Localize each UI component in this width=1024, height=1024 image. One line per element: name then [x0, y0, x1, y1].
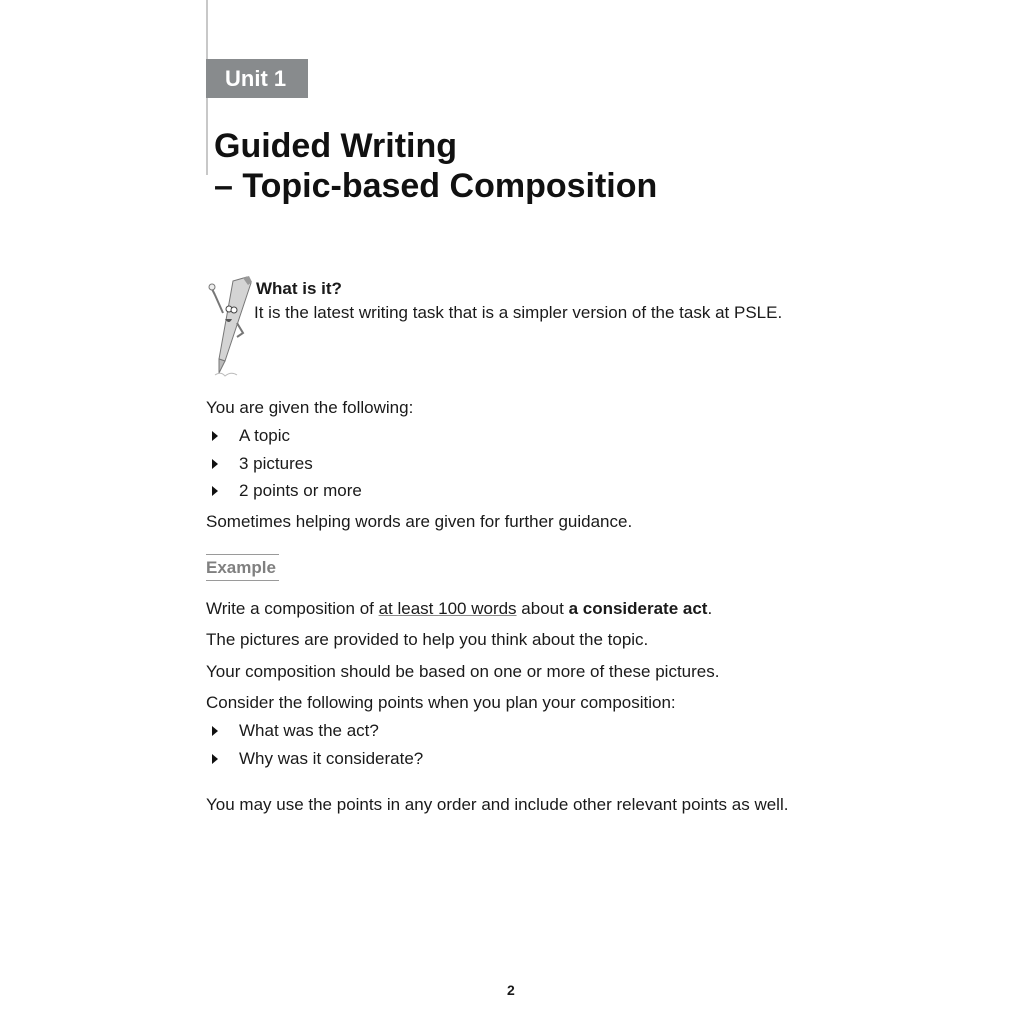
example-closing: You may use the points in any order and include other relevant points as well. [206, 795, 789, 814]
bullet-triangle-icon [212, 754, 218, 764]
example-line-2: The pictures are provided to help you think about the topic. [206, 630, 649, 649]
page-number: 2 [507, 982, 515, 998]
title-line-1: Guided Writing [214, 127, 458, 165]
bullet-triangle-icon [212, 459, 218, 469]
given-intro: You are given the following: [206, 398, 414, 417]
given-note: Sometimes helping words are given for further guidance. [206, 512, 633, 531]
bold-topic: a considerate act [568, 599, 708, 618]
list-item [212, 721, 379, 741]
bullet-triangle-icon [212, 431, 218, 441]
list-item [212, 454, 313, 474]
bullet-triangle-icon [212, 486, 218, 496]
list-item-text: What was the act? [239, 721, 379, 740]
list-item-text: A topic [239, 426, 291, 445]
list-item [212, 426, 290, 446]
example-label: Example [206, 554, 279, 581]
list-item-text: Why was it considerate? [239, 749, 424, 768]
what-is-it-heading: What is it? [256, 279, 342, 298]
page-title [214, 126, 657, 206]
list-item-text: 3 pictures [239, 454, 313, 473]
text-run: Write a composition of [206, 599, 379, 618]
unit-badge: Unit 1 [206, 59, 308, 98]
example-line-4: Consider the following points when you plan your composition: [206, 693, 676, 712]
example-line-1 [206, 599, 712, 619]
pencil-mascot-icon [203, 273, 255, 378]
title-line-2: – Topic-based Composition [214, 167, 658, 205]
text-run: about [516, 599, 569, 618]
text-run: . [707, 599, 713, 618]
example-line-3: Your composition should be based on one or more of these pictures. [206, 662, 720, 681]
list-item [212, 481, 362, 501]
what-is-it-body: It is the latest writing task that is a simpler version of the task at PSLE. [254, 303, 783, 322]
list-item [212, 749, 423, 769]
bullet-triangle-icon [212, 726, 218, 736]
underlined-word-count: at least 100 words [378, 599, 517, 618]
list-item-text: 2 points or more [239, 481, 362, 500]
